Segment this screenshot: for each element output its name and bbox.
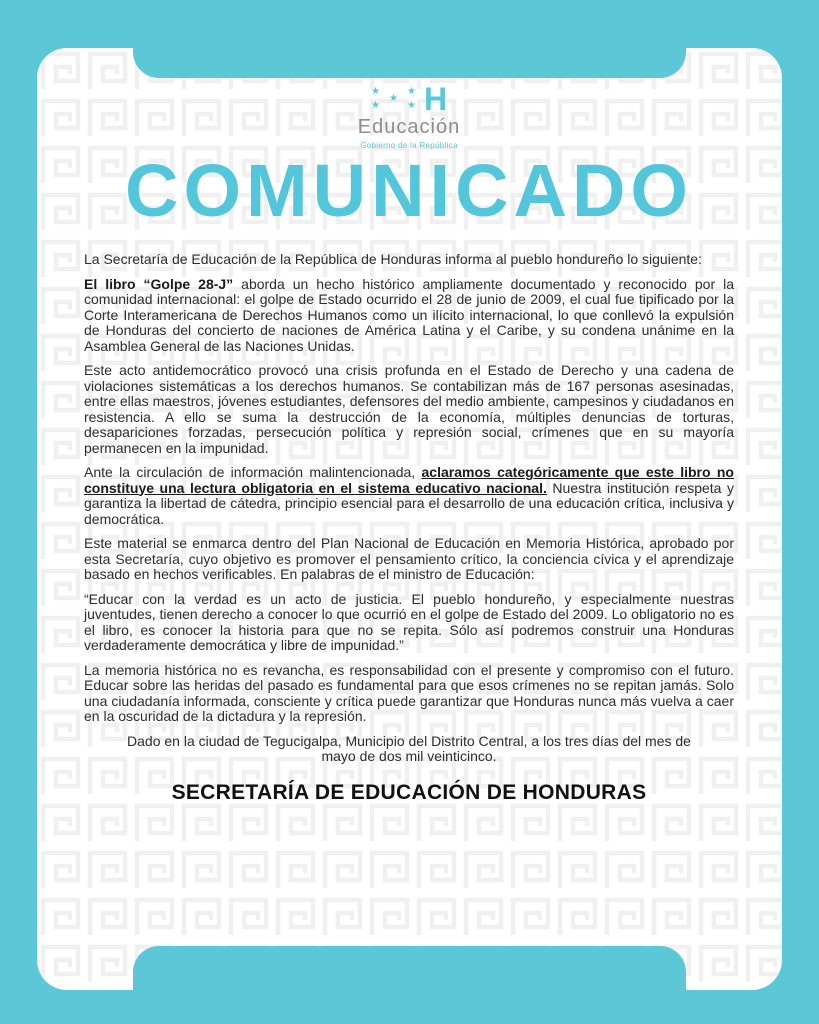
- logo-letter-h: H: [423, 81, 448, 117]
- communique-content: [84, 81, 735, 805]
- paragraph-book: [84, 277, 734, 355]
- paragraph-text: Este acto antidemocrático provocó una crisis profunda en el Estado de Derecho y una cadena de violaciones sistemáticas a los derechos humanos. Se contabilizan más de 167 personas asesinadas, entre ellas maestros, jóvenes estudiantes, defensores del medio ambiente, campesinos y ciudadanos en resistencia. A ello se suma la destrucción de la economía, múltiples denuncias de torturas, desapariciones forzadas, persecución política y represión social, crímenes que en su mayoría permanecen en la impunidad.: [84, 362, 734, 456]
- communique-body: [84, 252, 734, 765]
- paragraph-intro: [84, 252, 734, 268]
- logo-tagline: Gobierno de la República: [360, 141, 458, 150]
- book-title-bold: El libro “Golpe 28-J”: [84, 275, 234, 292]
- paragraph-text: Nuestra institución respeta y garantiza la libertad de cátedra, principio esencial para el desarrollo de una educación crítica, inclusiva y democrática.: [84, 479, 734, 527]
- minister-quote: “Educar con la verdad es un acto de justicia. El pueblo hondureño, y especialmente nuestras juventudes, tienen derecho a conocer lo que ocurrió en el golpe de Estado del 2009. Lo obligatorio no es el libro, es conocer la historia para que no se repita. Sólo así podremos construir una Honduras verdaderamente democrática y libre de impunidad.”: [84, 590, 734, 653]
- paragraph-text: Ante la circulación de información malintencionada,: [84, 464, 422, 480]
- top-notch-band: [133, 0, 686, 78]
- star-icon: ★: [388, 92, 398, 104]
- emphasized-clause: aclaramos categóricamente que este libro no constituye una lectura obligatoria en el sistema educativo nacional.: [84, 464, 734, 496]
- page-title: COMUNICADO: [125, 149, 693, 232]
- logo-mark: [84, 81, 734, 117]
- paragraph-memory: [84, 663, 734, 725]
- star-icon: ★: [370, 99, 380, 111]
- star-icon: ★: [370, 85, 380, 97]
- star-icon: ★: [406, 99, 416, 111]
- paragraph-text: La Secretaría de Educación de la República de Honduras informa al pueblo hondureño lo siguiente:: [84, 251, 702, 267]
- star-icon: ★: [406, 85, 416, 97]
- signature-line: SECRETARÍA DE EDUCACIÓN DE HONDURAS: [171, 780, 647, 804]
- ministry-logo: [84, 81, 734, 150]
- paragraph-text: aborda un hecho histórico ampliamente documentado y reconocido por la comunidad internacional: el golpe de Estado ocurrido el 28 de junio de 2009, el cual fue tipificado por la Corte Interamericana de Derechos Humanos como un ilícito internacional, lo que conllevó la expulsión de Honduras del concierto de naciones de América Latina y el Caribe, y su condena unánime en la Asamblea General de las Naciones Unidas.: [84, 275, 735, 354]
- paragraph-clarification: [84, 465, 734, 527]
- paragraph-text: Este material se enmarca dentro del Plan Nacional de Educación en Memoria Histórica, aprobado por esta Secretaría, cuyo objetivo es promover el pensamiento crítico, la conciencia cívica y el aprendizaje basado en hechos verificables. En palabras de el ministro de Educación:: [84, 535, 734, 582]
- dateline: Dado en la ciudad de Tegucigalpa, Municipio del Distrito Central, a los tres días del mes de mayo de dos mil veinticinco.: [127, 732, 691, 764]
- paragraph-quote: [84, 592, 734, 654]
- honduras-stars-icon: [371, 86, 417, 113]
- bottom-notch-band: [133, 946, 686, 1024]
- paragraph-plan: [84, 536, 734, 583]
- logo-name: Educación: [357, 116, 461, 138]
- paragraph-text: La memoria histórica no es revancha, es responsabilidad con el presente y compromiso con el futuro. Educar sobre las heridas del pasado es fundamental para que esos crímenes no se repitan jamás. Solo una ciudadanía informada, consciente y crítica puede garantizar que Honduras nunca más vuelva a caer en la oscuridad de la dictadura y la represión.: [84, 661, 734, 724]
- paragraph-crisis: [84, 363, 734, 456]
